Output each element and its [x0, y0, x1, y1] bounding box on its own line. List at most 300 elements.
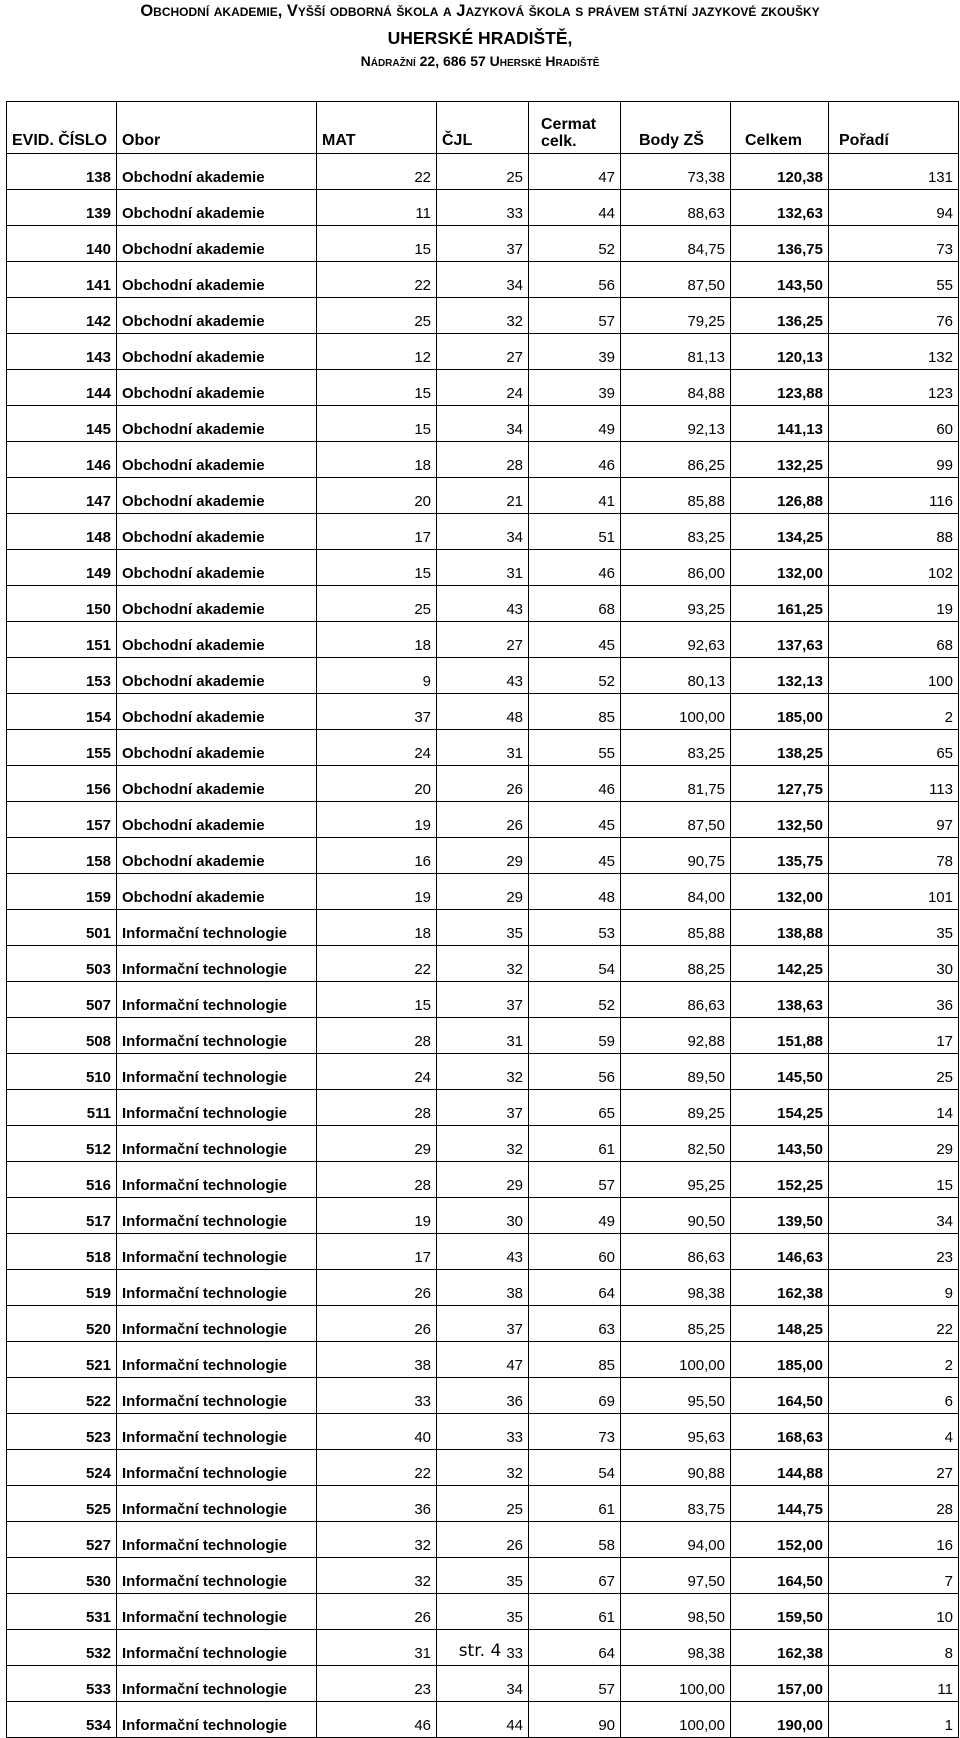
cjl-cell: 47: [437, 1342, 529, 1378]
cjl-cell: 32: [437, 1126, 529, 1162]
cermat-cell: 57: [529, 1666, 621, 1702]
body-zs-cell: 81,13: [621, 334, 731, 370]
body-zs-cell: 98,50: [621, 1594, 731, 1630]
evid-cell: 530: [7, 1558, 117, 1594]
obor-cell: Obchodní akademie: [117, 406, 317, 442]
cermat-cell: 58: [529, 1522, 621, 1558]
cermat-cell: 45: [529, 802, 621, 838]
cjl-cell: 29: [437, 838, 529, 874]
celkem-cell: 126,88: [731, 478, 829, 514]
cjl-cell: 33: [437, 190, 529, 226]
obor-cell: Informační technologie: [117, 1378, 317, 1414]
column-header-cermat: [529, 102, 621, 154]
cjl-cell: 34: [437, 514, 529, 550]
evid-cell: 518: [7, 1234, 117, 1270]
evid-cell: 508: [7, 1018, 117, 1054]
table-row: [7, 1594, 959, 1630]
cjl-cell: 38: [437, 1270, 529, 1306]
mat-cell: 16: [317, 838, 437, 874]
poradi-cell: 76: [829, 298, 959, 334]
evid-cell: 144: [7, 370, 117, 406]
cjl-cell: 43: [437, 658, 529, 694]
mat-cell: 23: [317, 1666, 437, 1702]
poradi-cell: 2: [829, 1342, 959, 1378]
cjl-cell: 43: [437, 1234, 529, 1270]
evid-cell: 143: [7, 334, 117, 370]
body-zs-cell: 100,00: [621, 694, 731, 730]
cjl-cell: 36: [437, 1378, 529, 1414]
cjl-cell: 32: [437, 1450, 529, 1486]
celkem-cell: 144,75: [731, 1486, 829, 1522]
table-row: [7, 442, 959, 478]
table-row: [7, 406, 959, 442]
table-row: [7, 1162, 959, 1198]
table-row: [7, 1234, 959, 1270]
celkem-cell: 132,50: [731, 802, 829, 838]
obor-cell: Obchodní akademie: [117, 154, 317, 190]
column-header-poradi: Pořadí: [829, 102, 959, 154]
mat-cell: 26: [317, 1306, 437, 1342]
cermat-cell: 55: [529, 730, 621, 766]
evid-cell: 516: [7, 1162, 117, 1198]
cjl-cell: 48: [437, 694, 529, 730]
poradi-cell: 113: [829, 766, 959, 802]
body-zs-cell: 100,00: [621, 1666, 731, 1702]
cjl-cell: 26: [437, 766, 529, 802]
body-zs-cell: 87,50: [621, 262, 731, 298]
poradi-cell: 78: [829, 838, 959, 874]
mat-cell: 15: [317, 982, 437, 1018]
obor-cell: Informační technologie: [117, 1234, 317, 1270]
table-row: [7, 334, 959, 370]
column-header-obor: Obor: [117, 102, 317, 154]
cjl-cell: 35: [437, 910, 529, 946]
evid-cell: 533: [7, 1666, 117, 1702]
body-zs-cell: 89,50: [621, 1054, 731, 1090]
city-header: UHERSKÉ HRADIŠTĚ,: [387, 28, 573, 48]
evid-cell: 522: [7, 1378, 117, 1414]
cermat-cell: 54: [529, 1450, 621, 1486]
cjl-cell: 27: [437, 334, 529, 370]
cermat-cell: 59: [529, 1018, 621, 1054]
cermat-cell: 68: [529, 586, 621, 622]
evid-cell: 154: [7, 694, 117, 730]
cermat-cell: 56: [529, 1054, 621, 1090]
mat-cell: 12: [317, 334, 437, 370]
table-row: [7, 838, 959, 874]
mat-cell: 26: [317, 1594, 437, 1630]
evid-cell: 156: [7, 766, 117, 802]
mat-cell: 31: [317, 1630, 437, 1666]
cjl-cell: 24: [437, 370, 529, 406]
cjl-cell: 30: [437, 1198, 529, 1234]
body-zs-cell: 83,25: [621, 514, 731, 550]
table-row: [7, 550, 959, 586]
body-zs-cell: 86,00: [621, 550, 731, 586]
mat-cell: 32: [317, 1522, 437, 1558]
evid-cell: 142: [7, 298, 117, 334]
mat-cell: 28: [317, 1018, 437, 1054]
body-zs-cell: 100,00: [621, 1342, 731, 1378]
table-row: [7, 802, 959, 838]
cjl-cell: 34: [437, 262, 529, 298]
poradi-cell: 100: [829, 658, 959, 694]
table-row: [7, 1666, 959, 1702]
cermat-cell: 47: [529, 154, 621, 190]
obor-cell: Obchodní akademie: [117, 514, 317, 550]
body-zs-cell: 85,88: [621, 478, 731, 514]
table-header-row: [7, 102, 959, 154]
celkem-cell: 123,88: [731, 370, 829, 406]
poradi-cell: 25: [829, 1054, 959, 1090]
mat-cell: 15: [317, 406, 437, 442]
body-zs-cell: 90,50: [621, 1198, 731, 1234]
table-row: [7, 1342, 959, 1378]
body-zs-cell: 84,88: [621, 370, 731, 406]
celkem-cell: 143,50: [731, 1126, 829, 1162]
table-row: [7, 1054, 959, 1090]
celkem-cell: 135,75: [731, 838, 829, 874]
column-header-body-zs: Body ZŠ: [621, 102, 731, 154]
cjl-cell: 31: [437, 550, 529, 586]
cermat-cell: 56: [529, 262, 621, 298]
evid-cell: 149: [7, 550, 117, 586]
evid-cell: 140: [7, 226, 117, 262]
celkem-cell: 141,13: [731, 406, 829, 442]
table-row: [7, 622, 959, 658]
poradi-cell: 19: [829, 586, 959, 622]
cjl-cell: 27: [437, 622, 529, 658]
table-row: [7, 190, 959, 226]
obor-cell: Obchodní akademie: [117, 586, 317, 622]
body-zs-cell: 88,63: [621, 190, 731, 226]
poradi-cell: 65: [829, 730, 959, 766]
cjl-cell: 37: [437, 982, 529, 1018]
body-zs-cell: 81,75: [621, 766, 731, 802]
obor-cell: Informační technologie: [117, 1450, 317, 1486]
evid-cell: 519: [7, 1270, 117, 1306]
table-row: [7, 1414, 959, 1450]
body-zs-cell: 100,00: [621, 1702, 731, 1738]
mat-cell: 19: [317, 874, 437, 910]
celkem-cell: 134,25: [731, 514, 829, 550]
evid-cell: 158: [7, 838, 117, 874]
body-zs-cell: 95,50: [621, 1378, 731, 1414]
poradi-cell: 55: [829, 262, 959, 298]
poradi-cell: 102: [829, 550, 959, 586]
celkem-cell: 138,25: [731, 730, 829, 766]
poradi-cell: 94: [829, 190, 959, 226]
cermat-cell: 52: [529, 982, 621, 1018]
poradi-cell: 2: [829, 694, 959, 730]
mat-cell: 18: [317, 622, 437, 658]
celkem-cell: 138,88: [731, 910, 829, 946]
poradi-cell: 9: [829, 1270, 959, 1306]
table-row: [7, 1558, 959, 1594]
celkem-cell: 161,25: [731, 586, 829, 622]
poradi-cell: 22: [829, 1306, 959, 1342]
celkem-cell: 146,63: [731, 1234, 829, 1270]
obor-cell: Informační technologie: [117, 1414, 317, 1450]
obor-cell: Obchodní akademie: [117, 190, 317, 226]
cjl-cell: 33: [437, 1414, 529, 1450]
mat-cell: 33: [317, 1378, 437, 1414]
mat-cell: 18: [317, 442, 437, 478]
body-zs-cell: 95,63: [621, 1414, 731, 1450]
body-zs-cell: 84,00: [621, 874, 731, 910]
mat-cell: 11: [317, 190, 437, 226]
obor-cell: Informační technologie: [117, 1126, 317, 1162]
poradi-cell: 15: [829, 1162, 959, 1198]
celkem-cell: 162,38: [731, 1630, 829, 1666]
evid-cell: 521: [7, 1342, 117, 1378]
cermat-cell: 65: [529, 1090, 621, 1126]
celkem-cell: 132,13: [731, 658, 829, 694]
cermat-cell: 54: [529, 946, 621, 982]
poradi-cell: 28: [829, 1486, 959, 1522]
mat-cell: 28: [317, 1090, 437, 1126]
mat-cell: 18: [317, 910, 437, 946]
table-row: [7, 694, 959, 730]
evid-cell: 534: [7, 1702, 117, 1738]
poradi-cell: 35: [829, 910, 959, 946]
table-row: [7, 1702, 959, 1738]
column-header-cermat-line2: celk.: [541, 133, 577, 150]
table-row: [7, 514, 959, 550]
evid-cell: 138: [7, 154, 117, 190]
cermat-cell: 64: [529, 1630, 621, 1666]
obor-cell: Informační technologie: [117, 1270, 317, 1306]
school-name-header: Obchodní akademie, Vyšší odborná škola a Jazyková škola s právem státní jazykové zkoušky: [140, 2, 820, 20]
mat-cell: 25: [317, 298, 437, 334]
celkem-cell: 190,00: [731, 1702, 829, 1738]
obor-cell: Informační technologie: [117, 1054, 317, 1090]
table-row: [7, 658, 959, 694]
evid-cell: 148: [7, 514, 117, 550]
poradi-cell: 1: [829, 1702, 959, 1738]
evid-cell: 525: [7, 1486, 117, 1522]
obor-cell: Obchodní akademie: [117, 874, 317, 910]
cermat-cell: 48: [529, 874, 621, 910]
poradi-cell: 60: [829, 406, 959, 442]
evid-cell: 511: [7, 1090, 117, 1126]
cjl-cell: 28: [437, 442, 529, 478]
cjl-cell: 31: [437, 1018, 529, 1054]
column-header-cjl: ČJL: [437, 102, 529, 154]
obor-cell: Informační technologie: [117, 1018, 317, 1054]
celkem-cell: 139,50: [731, 1198, 829, 1234]
obor-cell: Obchodní akademie: [117, 802, 317, 838]
obor-cell: Obchodní akademie: [117, 550, 317, 586]
body-zs-cell: 89,25: [621, 1090, 731, 1126]
mat-cell: 25: [317, 586, 437, 622]
cjl-cell: 34: [437, 1666, 529, 1702]
table-row: [7, 1522, 959, 1558]
evid-cell: 159: [7, 874, 117, 910]
poradi-cell: 99: [829, 442, 959, 478]
cermat-cell: 52: [529, 226, 621, 262]
celkem-cell: 164,50: [731, 1558, 829, 1594]
cermat-cell: 85: [529, 1342, 621, 1378]
mat-cell: 22: [317, 262, 437, 298]
cermat-cell: 63: [529, 1306, 621, 1342]
body-zs-cell: 85,25: [621, 1306, 731, 1342]
cjl-cell: 21: [437, 478, 529, 514]
evid-cell: 510: [7, 1054, 117, 1090]
mat-cell: 19: [317, 1198, 437, 1234]
cjl-cell: 26: [437, 1522, 529, 1558]
poradi-cell: 29: [829, 1126, 959, 1162]
obor-cell: Informační technologie: [117, 1090, 317, 1126]
cjl-cell: 29: [437, 1162, 529, 1198]
cjl-cell: 37: [437, 226, 529, 262]
celkem-cell: 185,00: [731, 694, 829, 730]
mat-cell: 40: [317, 1414, 437, 1450]
evid-cell: 512: [7, 1126, 117, 1162]
body-zs-cell: 83,75: [621, 1486, 731, 1522]
cjl-cell: 25: [437, 154, 529, 190]
evid-cell: 531: [7, 1594, 117, 1630]
cjl-cell: 25: [437, 1486, 529, 1522]
evid-cell: 153: [7, 658, 117, 694]
poradi-cell: 17: [829, 1018, 959, 1054]
celkem-cell: 132,00: [731, 874, 829, 910]
cermat-cell: 45: [529, 622, 621, 658]
body-zs-cell: 86,63: [621, 1234, 731, 1270]
obor-cell: Obchodní akademie: [117, 442, 317, 478]
mat-cell: 24: [317, 730, 437, 766]
mat-cell: 38: [317, 1342, 437, 1378]
mat-cell: 22: [317, 154, 437, 190]
body-zs-cell: 86,25: [621, 442, 731, 478]
poradi-cell: 101: [829, 874, 959, 910]
mat-cell: 20: [317, 478, 437, 514]
body-zs-cell: 79,25: [621, 298, 731, 334]
poradi-cell: 16: [829, 1522, 959, 1558]
cermat-cell: 73: [529, 1414, 621, 1450]
body-zs-cell: 94,00: [621, 1522, 731, 1558]
evid-cell: 150: [7, 586, 117, 622]
cermat-cell: 46: [529, 442, 621, 478]
cermat-cell: 52: [529, 658, 621, 694]
obor-cell: Obchodní akademie: [117, 622, 317, 658]
celkem-cell: 132,00: [731, 550, 829, 586]
obor-cell: Informační technologie: [117, 910, 317, 946]
cjl-cell: 34: [437, 406, 529, 442]
obor-cell: Informační technologie: [117, 946, 317, 982]
cermat-cell: 61: [529, 1126, 621, 1162]
obor-cell: Informační technologie: [117, 1702, 317, 1738]
cermat-cell: 45: [529, 838, 621, 874]
evid-cell: 501: [7, 910, 117, 946]
mat-cell: 24: [317, 1054, 437, 1090]
mat-cell: 36: [317, 1486, 437, 1522]
cjl-cell: 31: [437, 730, 529, 766]
cermat-cell: 67: [529, 1558, 621, 1594]
cermat-cell: 46: [529, 766, 621, 802]
cermat-cell: 41: [529, 478, 621, 514]
body-zs-cell: 95,25: [621, 1162, 731, 1198]
evid-cell: 517: [7, 1198, 117, 1234]
table-row: [7, 766, 959, 802]
body-zs-cell: 80,13: [621, 658, 731, 694]
body-zs-cell: 82,50: [621, 1126, 731, 1162]
poradi-cell: 27: [829, 1450, 959, 1486]
cjl-cell: 43: [437, 586, 529, 622]
poradi-cell: 123: [829, 370, 959, 406]
obor-cell: Obchodní akademie: [117, 370, 317, 406]
table-row: [7, 370, 959, 406]
evid-cell: 145: [7, 406, 117, 442]
table-row: [7, 1486, 959, 1522]
celkem-cell: 127,75: [731, 766, 829, 802]
evid-cell: 155: [7, 730, 117, 766]
cermat-cell: 61: [529, 1594, 621, 1630]
obor-cell: Obchodní akademie: [117, 766, 317, 802]
body-zs-cell: 92,63: [621, 622, 731, 658]
body-zs-cell: 92,88: [621, 1018, 731, 1054]
table-row: [7, 226, 959, 262]
obor-cell: Obchodní akademie: [117, 226, 317, 262]
table-row: [7, 478, 959, 514]
obor-cell: Obchodní akademie: [117, 730, 317, 766]
obor-cell: Informační technologie: [117, 1198, 317, 1234]
cjl-cell: 35: [437, 1594, 529, 1630]
obor-cell: Obchodní akademie: [117, 298, 317, 334]
cjl-cell: 29: [437, 874, 529, 910]
cermat-cell: 49: [529, 406, 621, 442]
obor-cell: Obchodní akademie: [117, 838, 317, 874]
table-row: [7, 982, 959, 1018]
celkem-cell: 151,88: [731, 1018, 829, 1054]
body-zs-cell: 98,38: [621, 1270, 731, 1306]
celkem-cell: 120,13: [731, 334, 829, 370]
obor-cell: Informační technologie: [117, 1594, 317, 1630]
obor-cell: Informační technologie: [117, 1666, 317, 1702]
poradi-cell: 10: [829, 1594, 959, 1630]
mat-cell: 17: [317, 1234, 437, 1270]
celkem-cell: 142,25: [731, 946, 829, 982]
celkem-cell: 145,50: [731, 1054, 829, 1090]
mat-cell: 28: [317, 1162, 437, 1198]
mat-cell: 15: [317, 370, 437, 406]
cjl-cell: 32: [437, 946, 529, 982]
body-zs-cell: 90,88: [621, 1450, 731, 1486]
table-row: [7, 1378, 959, 1414]
table-row: [7, 1018, 959, 1054]
cjl-cell: 32: [437, 298, 529, 334]
obor-cell: Informační technologie: [117, 1630, 317, 1666]
obor-cell: Obchodní akademie: [117, 658, 317, 694]
admission-results-table: [6, 101, 959, 1738]
table-row: [7, 874, 959, 910]
cermat-cell: 85: [529, 694, 621, 730]
celkem-cell: 138,63: [731, 982, 829, 1018]
obor-cell: Informační technologie: [117, 1522, 317, 1558]
body-zs-cell: 73,38: [621, 154, 731, 190]
cermat-cell: 49: [529, 1198, 621, 1234]
body-zs-cell: 97,50: [621, 1558, 731, 1594]
cjl-cell: 26: [437, 802, 529, 838]
table-row: [7, 262, 959, 298]
table-row: [7, 154, 959, 190]
celkem-cell: 132,25: [731, 442, 829, 478]
poradi-cell: 8: [829, 1630, 959, 1666]
celkem-cell: 137,63: [731, 622, 829, 658]
poradi-cell: 97: [829, 802, 959, 838]
table-row: [7, 946, 959, 982]
cjl-cell: 33: [437, 1630, 529, 1666]
